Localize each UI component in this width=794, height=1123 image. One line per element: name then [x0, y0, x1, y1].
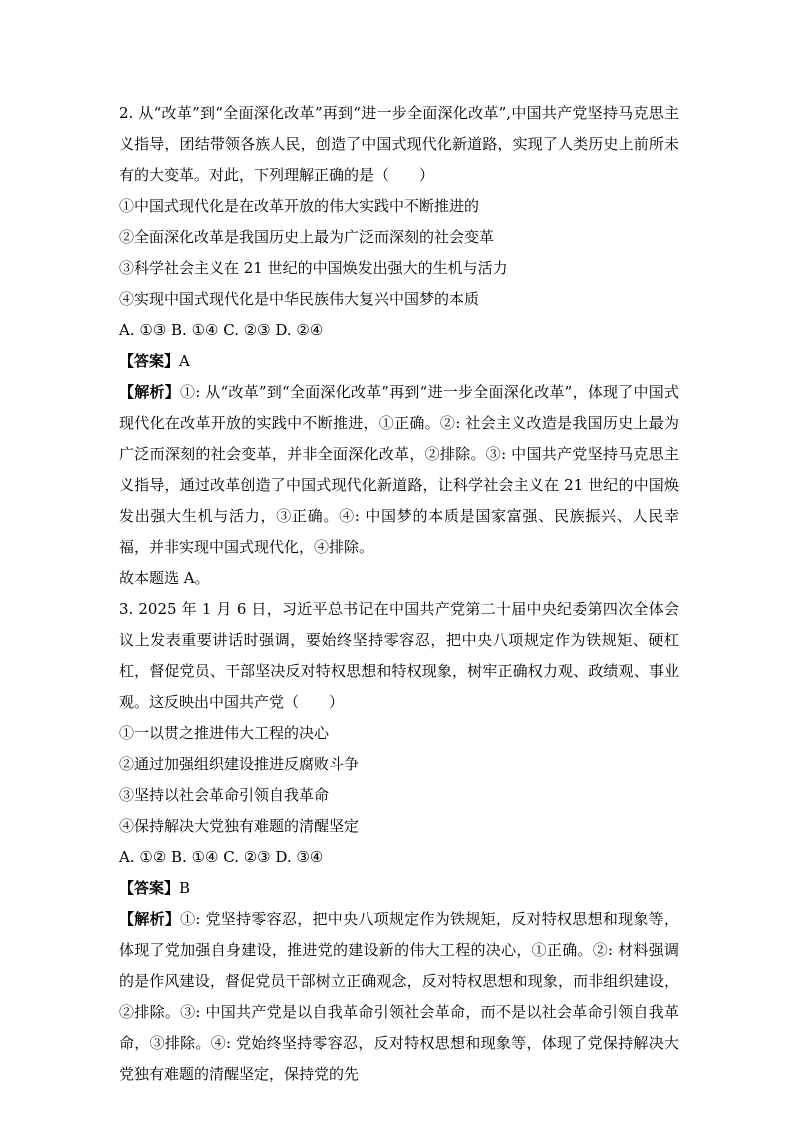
option-4: ④保持解决大党独有难题的清醒坚定	[119, 817, 360, 835]
question-stem: 2. 从“改革”到“全面深化改革”再到“进一步全面深化改革”,中国共产党坚持马克思主义指导，团结带领各族人民，创造了中国式现代化新道路，实现了人类历史上前所未有的大变革。对此，下列理解正确的是（ ）	[119, 104, 679, 184]
answer-value: B	[179, 879, 191, 897]
analysis-conclusion: 故本题选 A。	[119, 569, 210, 587]
answer-tag: 【答案】	[119, 879, 180, 897]
option-2: ②通过加强组织建设推进反腐败斗争	[119, 755, 360, 773]
answer-tag: 【答案】	[119, 352, 180, 370]
analysis-paragraph	[119, 377, 679, 563]
question-3	[119, 594, 679, 1090]
analysis-text: ①: 党坚持零容忍，把中央八项规定作为铁规矩，反对特权思想和现象等，体现了党加强自身建设，推进党的建设新的伟大工程的决心，①正确。②: 材料强调的是作风建设，督促党员干部树立正确观念，反对特权思想和现象，而非组织建设，②排除。③: 中国共产党是以自我革命引领社会革命，而不是以社会革命引领自我革命，③排除。④: 党始终坚持零容忍，反对特权思想和现象等，体现了党保持解决大党独有难题的清醒坚定，保持党的先	[119, 910, 679, 1083]
question-stem: 3. 2025 年 1 月 6 日，习近平总书记在中国共产党第二十届中央纪委第四次全体会议上发表重要讲话时强调，要始终坚持零容忍，把中央八项规定作为铁规矩、硬杠杠，督促党员、干部坚决反对特权思想和特权现象，树牢正确权力观、政绩观、事业观。这反映出中国共产党（ ）	[119, 600, 679, 711]
analysis-paragraph	[119, 904, 679, 1090]
analysis-tag: 【解析】	[119, 910, 181, 928]
answer-choices: A. ①③ B. ①④ C. ②③ D. ②④	[119, 321, 324, 339]
option-3: ③科学社会主义在 21 世纪的中国焕发出强大的生机与活力	[119, 259, 508, 277]
option-2: ②全面深化改革是我国历史上最为广泛而深刻的社会变革	[119, 228, 495, 246]
analysis-text: ①: 从“改革”到“全面深化改革”再到“进一步全面深化改革”，体现了中国式现代化在改革开放的实践中不断推进，①正确。②: 社会主义改造是我国历史上最为广泛而深刻的社会变革，并非全面深化改革，②排除。③: 中国共产党坚持马克思主义指导，通过改革创造了中国式现代化新道路，让科学社会主义在 21 世纪的中国焕发出强大生机与活力，③正确。④: 中国梦的本质是国家富强、民族振兴、人民幸福，并非实现中国式现代化，④排除。	[119, 383, 679, 556]
document-page	[119, 98, 679, 1090]
answer-line	[119, 873, 679, 904]
answer-value: A	[179, 352, 190, 370]
option-4: ④实现中国式现代化是中华民族伟大复兴中国梦的本质	[119, 290, 480, 308]
option-1: ①一以贯之推进伟大工程的决心	[119, 724, 330, 742]
answer-line	[119, 346, 679, 377]
answer-choices: A. ①② B. ①④ C. ②③ D. ③④	[119, 848, 324, 866]
analysis-tag: 【解析】	[119, 383, 180, 401]
question-2	[119, 98, 679, 594]
option-1: ①中国式现代化是在改革开放的伟大实践中不断推进的	[119, 197, 480, 215]
option-3: ③坚持以社会革命引领自我革命	[119, 786, 330, 804]
